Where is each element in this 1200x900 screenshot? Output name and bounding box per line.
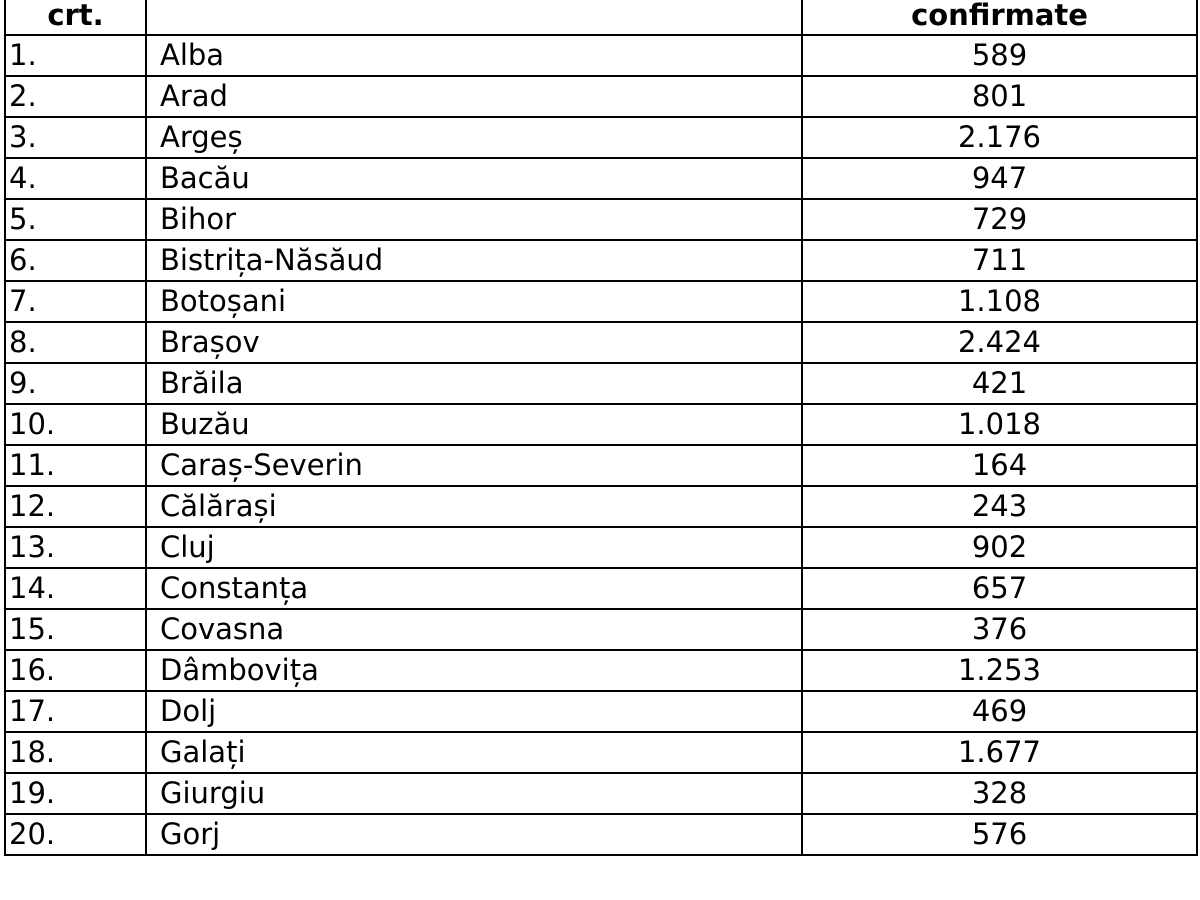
confirmed-count: 1.677 (802, 732, 1197, 773)
header-name (146, 0, 802, 35)
confirmed-count: 376 (802, 609, 1197, 650)
table-row (5, 158, 1197, 199)
confirmed-count: 2.424 (802, 322, 1197, 363)
county-name: Brăila (146, 363, 802, 404)
header-nr: crt. (5, 0, 146, 35)
county-name: Arad (146, 76, 802, 117)
row-number: 7. (5, 281, 146, 322)
confirmed-count: 947 (802, 158, 1197, 199)
confirmed-count: 902 (802, 527, 1197, 568)
confirmed-count: 729 (802, 199, 1197, 240)
confirmed-count: 2.176 (802, 117, 1197, 158)
table-row (5, 732, 1197, 773)
row-number: 20. (5, 814, 146, 855)
table-row (5, 814, 1197, 855)
confirmed-count: 328 (802, 773, 1197, 814)
county-name: Bacău (146, 158, 802, 199)
table-row (5, 568, 1197, 609)
table-row (5, 117, 1197, 158)
county-name: Bihor (146, 199, 802, 240)
confirmed-count: 421 (802, 363, 1197, 404)
county-name: Giurgiu (146, 773, 802, 814)
row-number: 12. (5, 486, 146, 527)
table-row (5, 445, 1197, 486)
confirmed-count: 469 (802, 691, 1197, 732)
confirmed-count: 801 (802, 76, 1197, 117)
row-number: 14. (5, 568, 146, 609)
row-number: 13. (5, 527, 146, 568)
row-number: 4. (5, 158, 146, 199)
confirmed-count: 164 (802, 445, 1197, 486)
table-row (5, 609, 1197, 650)
county-name: Alba (146, 35, 802, 76)
row-number: 6. (5, 240, 146, 281)
table-row (5, 650, 1197, 691)
table-row (5, 363, 1197, 404)
county-name: Galați (146, 732, 802, 773)
county-name: Dâmbovița (146, 650, 802, 691)
row-number: 17. (5, 691, 146, 732)
row-number: 9. (5, 363, 146, 404)
county-name: Covasna (146, 609, 802, 650)
row-number: 1. (5, 35, 146, 76)
table-body (5, 35, 1197, 855)
row-number: 18. (5, 732, 146, 773)
county-name: Caraș-Severin (146, 445, 802, 486)
table-row (5, 322, 1197, 363)
header-confirmed: confirmate (802, 0, 1197, 35)
row-number: 11. (5, 445, 146, 486)
row-number: 5. (5, 199, 146, 240)
confirmed-count: 589 (802, 35, 1197, 76)
row-number: 15. (5, 609, 146, 650)
confirmed-count: 1.108 (802, 281, 1197, 322)
row-number: 8. (5, 322, 146, 363)
table-row (5, 281, 1197, 322)
row-number: 16. (5, 650, 146, 691)
confirmed-count: 576 (802, 814, 1197, 855)
table-row (5, 527, 1197, 568)
table-row (5, 35, 1197, 76)
confirmed-count: 711 (802, 240, 1197, 281)
county-name: Gorj (146, 814, 802, 855)
row-number: 19. (5, 773, 146, 814)
county-cases-table (4, 0, 1198, 856)
table-row (5, 76, 1197, 117)
table-row (5, 691, 1197, 732)
county-name: Cluj (146, 527, 802, 568)
confirmed-count: 1.018 (802, 404, 1197, 445)
county-name: Dolj (146, 691, 802, 732)
county-name: Constanța (146, 568, 802, 609)
table-row (5, 773, 1197, 814)
row-number: 10. (5, 404, 146, 445)
header-row (5, 0, 1197, 35)
county-name: Argeș (146, 117, 802, 158)
table-row (5, 199, 1197, 240)
table-header (5, 0, 1197, 35)
county-name: Botoșani (146, 281, 802, 322)
table-row (5, 404, 1197, 445)
county-name: Bistrița-Năsăud (146, 240, 802, 281)
county-name: Brașov (146, 322, 802, 363)
confirmed-count: 1.253 (802, 650, 1197, 691)
row-number: 3. (5, 117, 146, 158)
table-row (5, 486, 1197, 527)
row-number: 2. (5, 76, 146, 117)
county-name: Călărași (146, 486, 802, 527)
table-row (5, 240, 1197, 281)
confirmed-count: 243 (802, 486, 1197, 527)
confirmed-count: 657 (802, 568, 1197, 609)
county-name: Buzău (146, 404, 802, 445)
